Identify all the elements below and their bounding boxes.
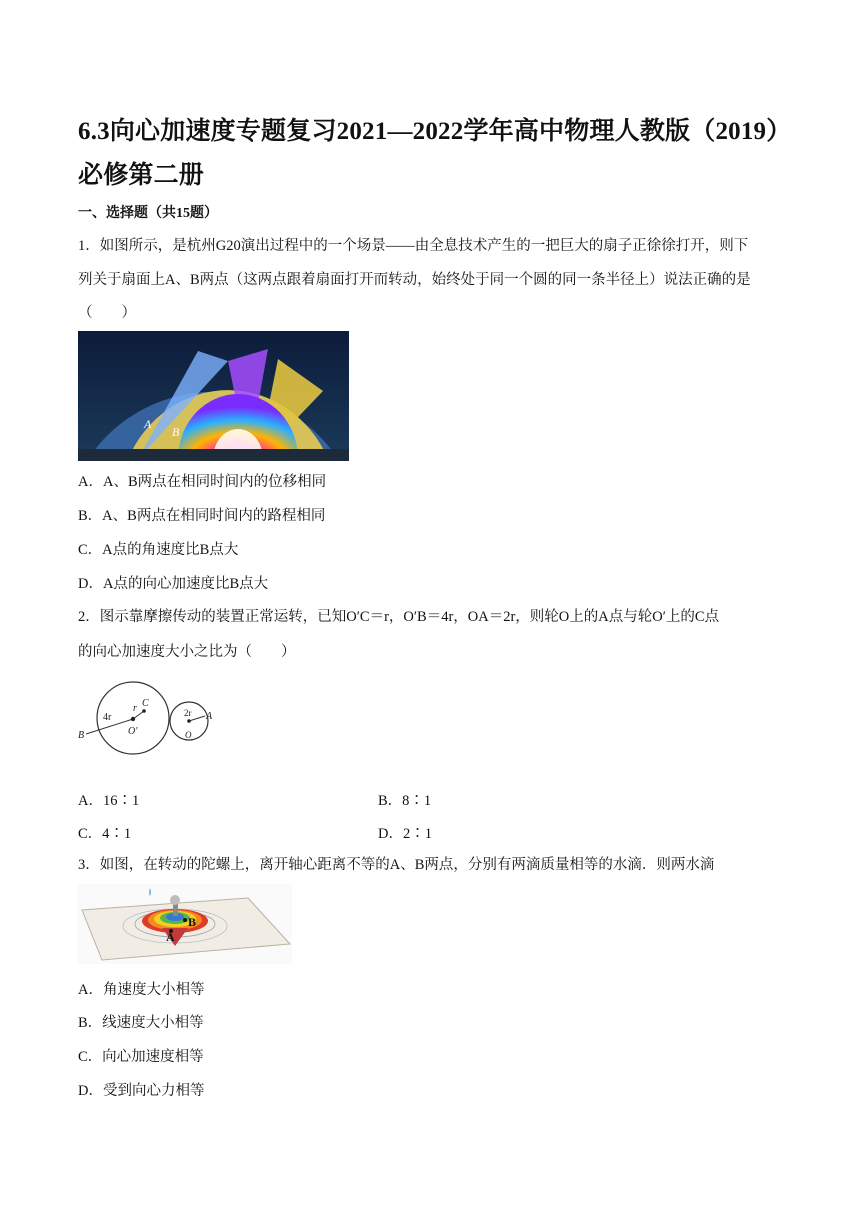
section-heading: 一、选择题（共15题） <box>78 206 218 221</box>
q1-text-line2: 列关于扇面上A、B两点（这两点跟着扇面打开而转动，始终处于同一个圆的同一条半径上）说法正确的是 <box>78 272 751 288</box>
page-title: 6.3向心加速度专题复习2021—2022学年高中物理人教版（2019）必修第二册 <box>78 118 779 189</box>
q2-fig-label-4r: 4r <box>103 712 112 723</box>
q2-fig-label-o: O <box>185 730 192 740</box>
q3-text-line1: 3．如图，在转动的陀螺上，离开轴心距离不等的A、B两点，分别有两滴质量相等的水滴．则两水滴 <box>78 857 715 873</box>
q2-fig-label-2r: 2r <box>184 708 192 718</box>
q3-option-c: C．向心加速度相等 <box>78 1049 204 1065</box>
q2-option-c: C．4∶1 <box>78 826 132 842</box>
q2-option-a: A．16∶1 <box>78 793 140 809</box>
q1-option-b: B．A、B两点在相同时间内的路程相同 <box>78 508 326 524</box>
q2-fig-label-b: B <box>78 730 85 741</box>
q2-option-b: B．8∶1 <box>378 793 432 809</box>
q2-fig-label-r: r <box>133 703 137 714</box>
q2-fig-label-c: C <box>142 698 149 709</box>
q1-text-line1: 1．如图所示，是杭州G20演出过程中的一个场景——由全息技术产生的一把巨大的扇子正徐徐打开，则下 <box>78 238 749 254</box>
q3-option-b: B．线速度大小相等 <box>78 1015 204 1031</box>
q2-text-line2: 的向心加速度大小之比为（ ） <box>78 644 296 660</box>
q1-option-c: C．A点的角速度比B点大 <box>78 542 239 558</box>
q1-option-a: A．A、B两点在相同时间内的位移相同 <box>78 474 327 490</box>
q3-option-d: D．受到向心力相等 <box>78 1083 205 1099</box>
q3-option-a: A．角速度大小相等 <box>78 982 205 998</box>
q2-fig-label-a: A <box>206 711 213 722</box>
q2-option-d: D．2∶1 <box>378 826 432 842</box>
q3-fig-label-b: B <box>188 915 197 929</box>
q1-fig-label-b: B <box>172 425 180 439</box>
q2-text-line1: 2．图示靠摩擦传动的装置正常运转，已知O′C＝r，O′B＝4r，OA＝2r，则轮O上的A点与轮O′上的C点 <box>78 609 720 625</box>
q2-wheel-figure <box>78 676 218 756</box>
q1-fan-figure <box>78 331 349 461</box>
q1-fig-label-a: A <box>144 417 152 431</box>
q2-fig-label-oprime: O′ <box>128 726 138 737</box>
q3-fig-label-a: A <box>166 930 175 944</box>
q1-option-d: D．A点的向心加速度比B点大 <box>78 576 269 592</box>
q3-spinning-top-figure <box>78 884 292 964</box>
q1-text-line3: （ ） <box>78 305 136 321</box>
